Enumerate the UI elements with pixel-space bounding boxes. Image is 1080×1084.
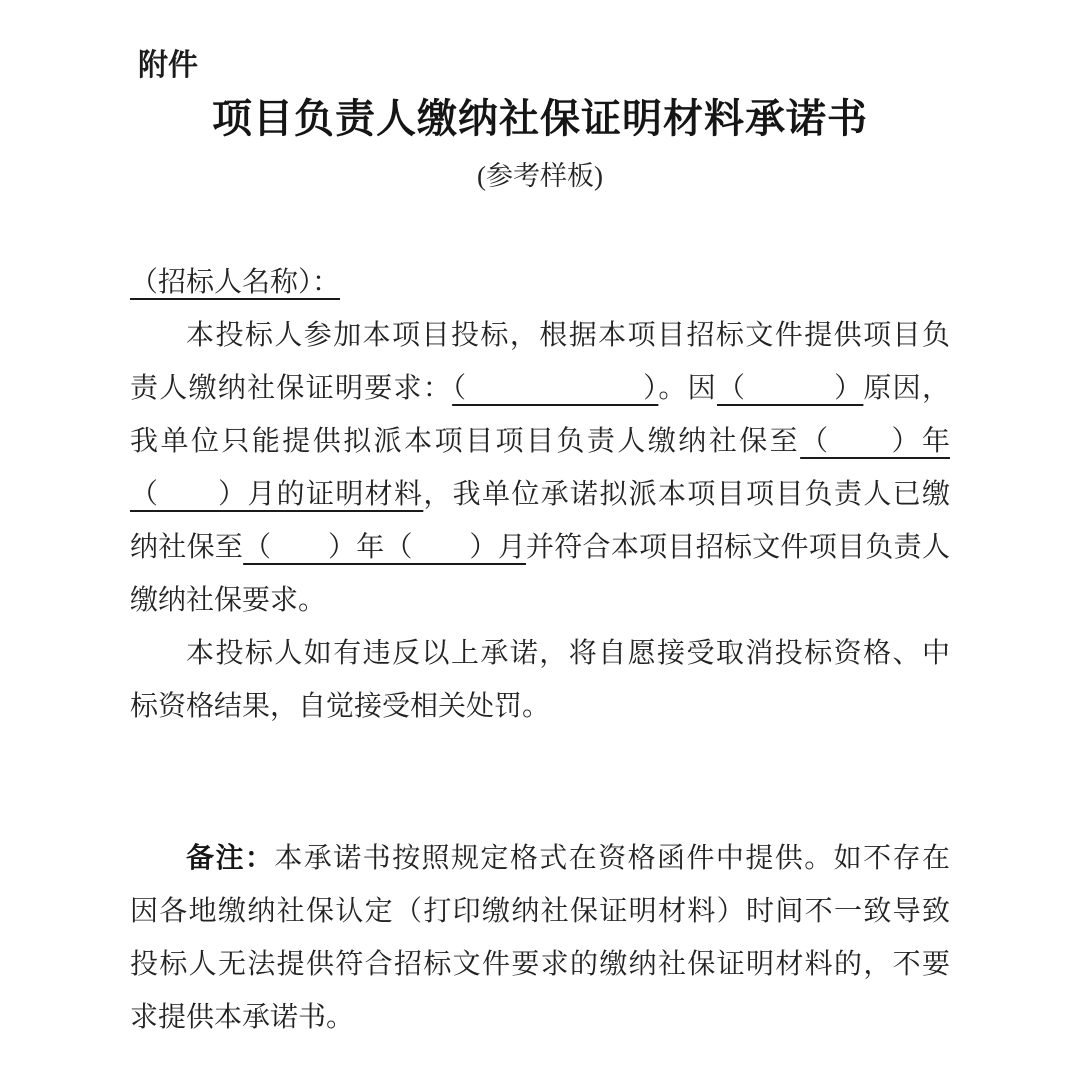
blank-field: （ ）	[452, 373, 659, 404]
blank-field: （ ）年（ ）月	[243, 532, 526, 563]
blank-field: （ ）月的证明材料	[130, 479, 424, 510]
text-segment: 缴纳社保要求。	[130, 585, 327, 616]
text-segment: 并符合本项目招标文件项目负责人	[525, 532, 950, 563]
attachment-label: 附件	[138, 49, 198, 82]
para1-line5	[130, 521, 950, 574]
para1-line2	[130, 362, 950, 415]
text-segment: 求提供本承诺书。	[130, 1002, 355, 1033]
text-segment: 责人缴纳社保证明要求：	[130, 373, 453, 404]
text-segment: 备注：	[186, 843, 275, 874]
document-title: 项目负责人缴纳社保证明材料承诺书	[212, 97, 868, 141]
para2-line1	[130, 627, 950, 680]
text-segment: 本投标人参加本项目投标，根据本项目招标文件提供项目负	[186, 320, 950, 351]
text-segment: 本投标人如有违反以上承诺，将自愿接受取消投标资格、中	[186, 638, 950, 669]
blank-field: （ ）	[716, 373, 864, 404]
note-line4	[130, 991, 950, 1044]
para2-line2	[130, 680, 950, 733]
para1-line6	[130, 574, 950, 627]
text-segment: 纳社保至	[130, 532, 244, 563]
document-subtitle: (参考样板)	[477, 161, 603, 191]
blank-field: （ ）年	[800, 426, 950, 457]
text-segment: 原因，	[863, 373, 950, 404]
text-segment: 投标人无法提供符合招标文件要求的缴纳社保证明材料的，不要	[130, 949, 950, 980]
document-body	[130, 256, 950, 1044]
text-segment: 。因	[658, 373, 717, 404]
text-segment: 我单位只能提供拟派本项目项目负责人缴纳社保至	[130, 426, 801, 457]
note-line2	[130, 885, 950, 938]
addressee-line	[130, 256, 950, 309]
note-line3	[130, 938, 950, 991]
text-segment: 因各地缴纳社保认定（打印缴纳社保证明材料）时间不一致导致	[130, 896, 950, 927]
text-segment: 标资格结果，自觉接受相关处罚。	[130, 691, 551, 722]
para1-line3	[130, 415, 950, 468]
para1-line1	[130, 309, 950, 362]
blank-field: （招标人名称）：	[130, 267, 341, 298]
text-segment: ，我单位承诺拟派本项目项目负责人已缴	[423, 479, 950, 510]
text-segment: 本承诺书按照规定格式在资格函件中提供。如不存在	[274, 843, 950, 874]
note-line1	[130, 832, 950, 885]
para1-line4	[130, 468, 950, 521]
